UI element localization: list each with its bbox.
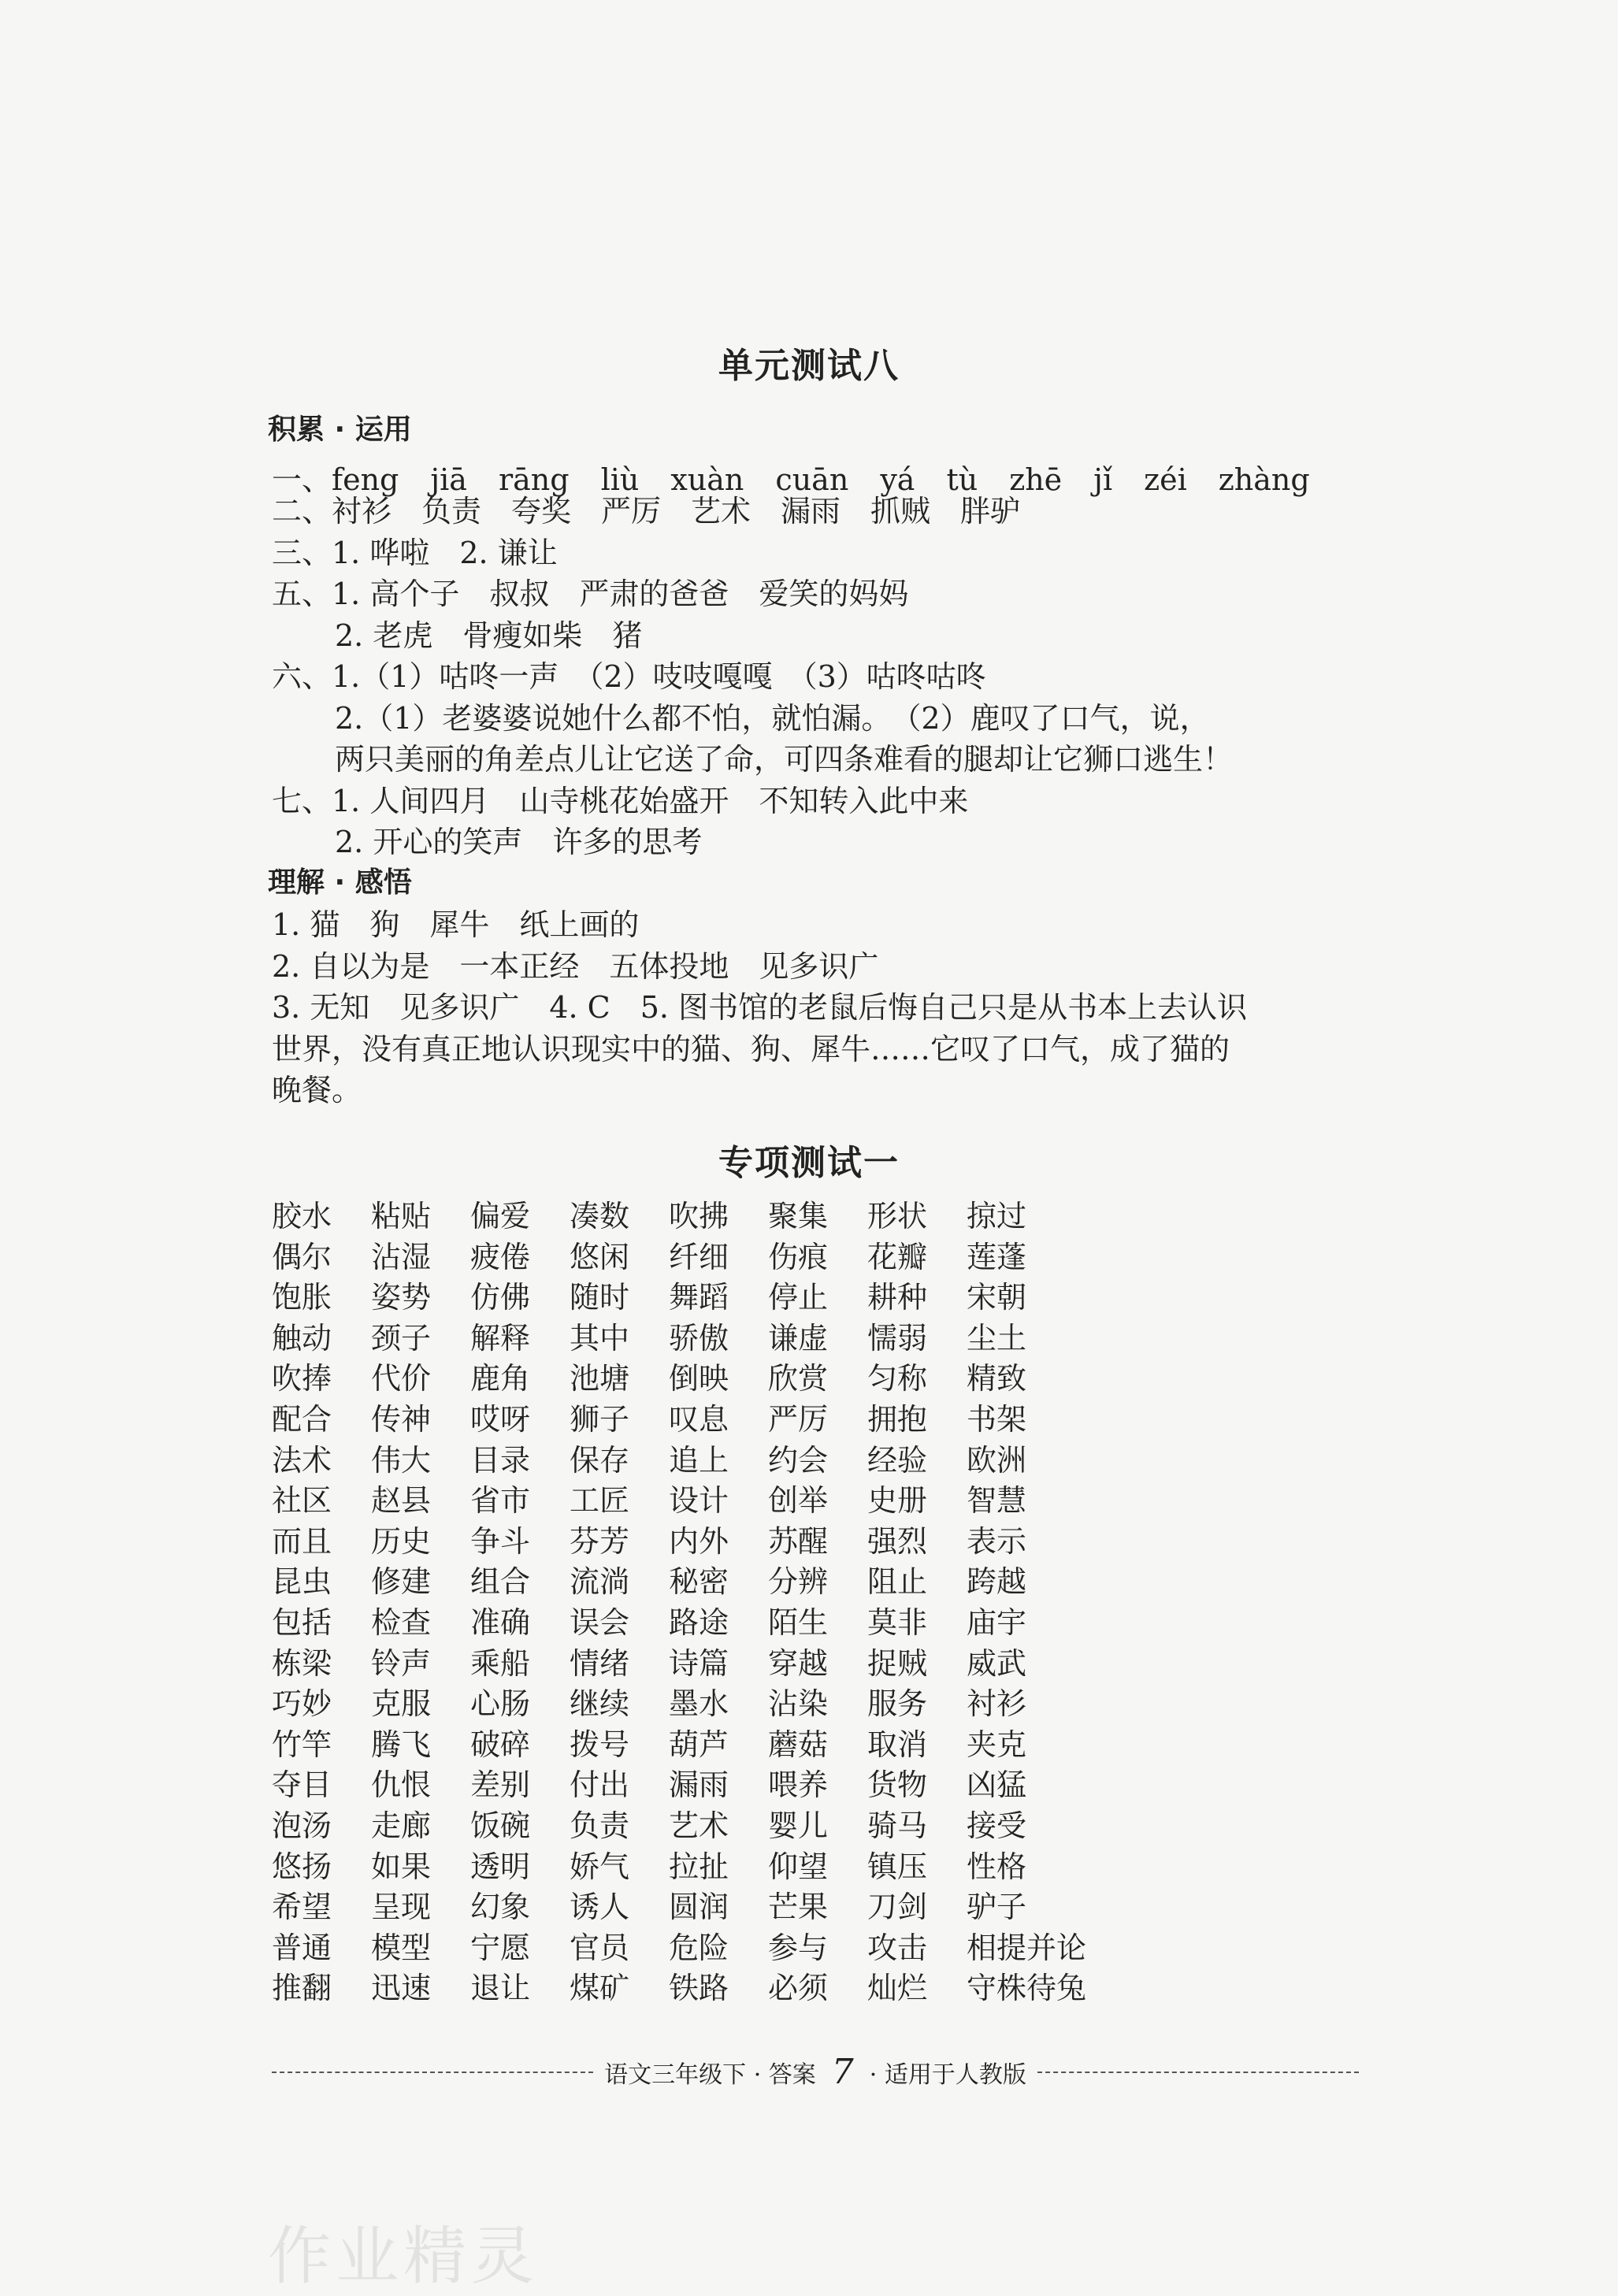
pinyin-item: cuān <box>775 462 849 497</box>
word-item: 欧洲 <box>967 1442 1027 1478</box>
watermark-logo: 作业精灵 <box>268 2220 539 2293</box>
pinyin-item: zhē <box>1009 462 1063 497</box>
word-item: 圆润 <box>669 1890 729 1925</box>
word-item: 吹拂 <box>669 1199 729 1233</box>
footer-label: 语文三年级下 · 答案 <box>604 2060 816 2089</box>
word-item: 铃声 <box>371 1645 432 1681</box>
word-item: 情绪 <box>570 1645 630 1681</box>
word-item: 路途 <box>669 1604 729 1640</box>
word-item: 颈子 <box>371 1320 432 1356</box>
pinyin-item: liù <box>600 462 640 497</box>
word-item: 掠过 <box>967 1199 1027 1233</box>
word-item: 刀剑 <box>867 1890 928 1925</box>
answer-r1: 1. 猫 狗 犀牛 纸上画的 <box>272 907 640 942</box>
word-item: 负责 <box>570 1808 630 1843</box>
word-item: 传神 <box>371 1401 432 1437</box>
word-item: 饱胀 <box>272 1280 332 1315</box>
word-item: 凑数 <box>570 1199 630 1233</box>
word-item: 服务 <box>867 1686 928 1722</box>
answer-r3c: 晚餐。 <box>272 1073 362 1107</box>
word-item: 危险 <box>669 1930 729 1965</box>
word-item: 墨水 <box>669 1686 729 1722</box>
word-item: 继续 <box>570 1686 630 1722</box>
word-item: 倒映 <box>669 1361 729 1397</box>
word-item: 乘船 <box>470 1645 531 1681</box>
word-item: 蘑菇 <box>768 1727 829 1762</box>
word-item: 凶猛 <box>967 1767 1027 1803</box>
page-number: 7 <box>831 2052 854 2092</box>
answer-q7-1: 七、1. 人间四月 山寺桃花始盛开 不知转入此中来 <box>272 784 969 818</box>
pinyin-answer-row <box>272 455 1310 499</box>
word-item: 腾飞 <box>371 1727 432 1762</box>
word-item: 夺目 <box>272 1767 332 1803</box>
word-item: 克服 <box>371 1686 432 1722</box>
word-item: 内外 <box>669 1523 729 1559</box>
word-item: 普通 <box>272 1930 332 1965</box>
word-item: 捉贼 <box>867 1645 928 1681</box>
pinyin-item: jǐ <box>1093 462 1113 497</box>
section-title-special-test-1: 专项测试一 <box>718 1143 900 1183</box>
word-item: 狮子 <box>570 1401 630 1437</box>
question-label: 一、 <box>272 462 332 497</box>
word-item: 破碎 <box>470 1727 531 1762</box>
heading-accumulate-apply: 积累 · 运用 <box>268 414 412 446</box>
word-item: 芒果 <box>768 1890 829 1925</box>
word-item: 配合 <box>272 1401 332 1437</box>
word-item: 花瓣 <box>867 1239 928 1274</box>
pinyin-item: tù <box>946 462 978 497</box>
word-item: 经验 <box>867 1442 928 1478</box>
word-item: 竹竿 <box>272 1727 332 1762</box>
word-item: 呈现 <box>371 1890 432 1925</box>
word-item: 欣赏 <box>768 1361 829 1397</box>
word-item: 诗篇 <box>669 1645 729 1681</box>
word-item: 严厉 <box>768 1401 829 1437</box>
word-item: 保存 <box>570 1442 630 1478</box>
word-item: 迅速 <box>371 1971 432 2006</box>
footer-edition: · 适用于人教版 <box>869 2060 1026 2089</box>
word-item: 拥抱 <box>867 1401 928 1437</box>
word-item: 葫芦 <box>669 1727 729 1762</box>
word-item: 偶尔 <box>272 1239 332 1274</box>
heading-understand-feel: 理解 · 感悟 <box>268 866 412 899</box>
word-item: 衬衫 <box>967 1686 1027 1722</box>
word-item: 饭碗 <box>470 1808 531 1843</box>
word-item: 心肠 <box>470 1686 531 1722</box>
word-item: 守株待兔 <box>967 1971 1087 2006</box>
pinyin-item: jiā <box>430 462 467 497</box>
word-item: 必须 <box>768 1971 829 2006</box>
word-item: 灿烂 <box>867 1971 928 2006</box>
answer-r3b: 世界，没有真正地认识现实中的猫、狗、犀牛……它叹了口气，成了猫的 <box>272 1032 1230 1066</box>
word-item: 懦弱 <box>867 1320 928 1356</box>
word-item: 莲蓬 <box>967 1239 1027 1274</box>
word-item: 攻击 <box>867 1930 928 1965</box>
word-item: 工匠 <box>570 1483 630 1519</box>
answer-r3a: 3. 无知 见多识广 4. C 5. 图书馆的老鼠后悔自己只是从书本上去认识 <box>272 990 1248 1025</box>
footer-divider-right <box>1037 2072 1359 2073</box>
word-item: 强烈 <box>867 1523 928 1559</box>
word-item: 创举 <box>768 1483 829 1519</box>
word-item: 形状 <box>867 1199 928 1233</box>
word-item: 疲倦 <box>470 1239 531 1274</box>
word-item: 走廊 <box>371 1808 432 1843</box>
answer-q6-1: 六、1.（1）咕咚一声 （2）吱吱嘎嘎 （3）咕咚咕咚 <box>272 659 986 694</box>
word-item: 巧妙 <box>272 1686 332 1722</box>
word-item: 包括 <box>272 1604 332 1640</box>
word-item: 代价 <box>371 1361 432 1397</box>
word-item: 骑马 <box>867 1808 928 1843</box>
word-item: 精致 <box>967 1361 1027 1397</box>
answer-q7-2: 2. 开心的笑声 许多的思考 <box>335 825 703 859</box>
word-item: 鹿角 <box>470 1361 531 1397</box>
word-item: 聚集 <box>768 1199 829 1233</box>
word-item: 法术 <box>272 1442 332 1478</box>
word-item: 漏雨 <box>669 1767 729 1803</box>
word-item: 分辨 <box>768 1564 829 1600</box>
pinyin-item: zhàng <box>1218 462 1310 497</box>
word-item: 纤细 <box>669 1239 729 1274</box>
word-item: 沾染 <box>768 1686 829 1722</box>
word-item: 而且 <box>272 1523 332 1559</box>
word-item: 性格 <box>967 1849 1027 1884</box>
word-item: 历史 <box>371 1523 432 1559</box>
word-item: 付出 <box>570 1767 630 1803</box>
word-item: 随时 <box>570 1280 630 1315</box>
word-item: 铁路 <box>669 1971 729 2006</box>
word-item: 模型 <box>371 1930 432 1965</box>
word-item: 史册 <box>867 1483 928 1519</box>
word-item: 准确 <box>470 1604 531 1640</box>
word-item: 庙宇 <box>967 1604 1027 1640</box>
word-item: 接受 <box>967 1808 1027 1843</box>
pinyin-item: zéi <box>1144 462 1187 497</box>
word-item: 谦虚 <box>768 1320 829 1356</box>
word-item: 诱人 <box>570 1890 630 1925</box>
word-item: 智慧 <box>967 1483 1027 1519</box>
word-item: 相提并论 <box>967 1930 1087 1965</box>
word-item: 威武 <box>967 1645 1027 1681</box>
word-item: 粘贴 <box>371 1199 432 1233</box>
word-item: 胶水 <box>272 1199 332 1233</box>
answer-q5-2: 2. 老虎 骨瘦如柴 猪 <box>335 618 643 653</box>
word-item: 偏爱 <box>470 1199 531 1233</box>
word-item: 省市 <box>470 1483 531 1519</box>
word-item: 流淌 <box>570 1564 630 1600</box>
answer-q3: 三、1. 哗啦 2. 谦让 <box>272 536 558 570</box>
word-item: 宋朝 <box>967 1280 1027 1315</box>
word-item: 苏醒 <box>768 1523 829 1559</box>
answer-q2: 二、衬衫 负责 夸奖 严厉 艺术 漏雨 抓贼 胖驴 <box>272 494 1021 529</box>
word-item: 喂养 <box>768 1767 829 1803</box>
footer-divider-left <box>272 2072 593 2073</box>
word-item: 仿佛 <box>470 1280 531 1315</box>
answer-q5-1: 五、1. 高个子 叔叔 严肃的爸爸 爱笑的妈妈 <box>272 577 909 611</box>
word-grid <box>272 1199 1087 2014</box>
word-item: 拨号 <box>570 1727 630 1762</box>
word-item: 叹息 <box>669 1401 729 1437</box>
word-item: 停止 <box>768 1280 829 1315</box>
word-item: 驴子 <box>967 1890 1027 1925</box>
word-item: 煤矿 <box>570 1971 630 2006</box>
word-item: 书架 <box>967 1401 1027 1437</box>
pinyin-item: feng <box>332 462 399 497</box>
word-item: 触动 <box>272 1320 332 1356</box>
word-item: 赵县 <box>371 1483 432 1519</box>
answer-q6-2a: 2.（1）老婆婆说她什么都不怕，就怕漏。 （2）鹿叹了口气，说， <box>335 701 1210 736</box>
word-item: 哎呀 <box>470 1401 531 1437</box>
word-item: 误会 <box>570 1604 630 1640</box>
word-item: 婴儿 <box>768 1808 829 1843</box>
word-item: 艺术 <box>669 1808 729 1843</box>
answer-r2: 2. 自以为是 一本正经 五体投地 见多识广 <box>272 949 879 984</box>
word-item: 吹捧 <box>272 1361 332 1397</box>
word-item: 官员 <box>570 1930 630 1965</box>
pinyin-item: xuàn <box>670 462 744 497</box>
word-item: 泡汤 <box>272 1808 332 1843</box>
word-item: 骄傲 <box>669 1320 729 1356</box>
word-item: 退让 <box>470 1971 531 2006</box>
word-item: 舞蹈 <box>669 1280 729 1315</box>
word-item: 悠闲 <box>570 1239 630 1274</box>
word-item: 穿越 <box>768 1645 829 1681</box>
word-item: 设计 <box>669 1483 729 1519</box>
word-item: 姿势 <box>371 1280 432 1315</box>
page-footer <box>272 2052 1359 2092</box>
word-item: 镇压 <box>867 1849 928 1884</box>
word-item: 尘土 <box>967 1320 1027 1356</box>
word-item: 其中 <box>570 1320 630 1356</box>
word-item: 取消 <box>867 1727 928 1762</box>
word-item: 耕种 <box>867 1280 928 1315</box>
word-item: 透明 <box>470 1849 531 1884</box>
word-item: 夹克 <box>967 1727 1027 1762</box>
word-item: 社区 <box>272 1483 332 1519</box>
word-item: 追上 <box>669 1442 729 1478</box>
word-item: 阻止 <box>867 1564 928 1600</box>
word-item: 仰望 <box>768 1849 829 1884</box>
word-item: 栋梁 <box>272 1645 332 1681</box>
word-item: 芬芳 <box>570 1523 630 1559</box>
pinyin-item: rāng <box>498 462 570 497</box>
pinyin-item: yá <box>880 462 915 497</box>
word-item: 目录 <box>470 1442 531 1478</box>
word-item: 伟大 <box>371 1442 432 1478</box>
word-item: 组合 <box>470 1564 531 1600</box>
word-item: 陌生 <box>768 1604 829 1640</box>
word-item: 约会 <box>768 1442 829 1478</box>
section-title-unit-test-8: 单元测试八 <box>718 346 900 386</box>
word-item: 伤痕 <box>768 1239 829 1274</box>
word-item: 娇气 <box>570 1849 630 1884</box>
word-item: 莫非 <box>867 1604 928 1640</box>
word-item: 悠扬 <box>272 1849 332 1884</box>
word-item: 幻象 <box>470 1890 531 1925</box>
word-item: 昆虫 <box>272 1564 332 1600</box>
word-item: 拉扯 <box>669 1849 729 1884</box>
word-item: 希望 <box>272 1890 332 1925</box>
word-item: 争斗 <box>470 1523 531 1559</box>
answer-q6-2b: 两只美丽的角差点儿让它送了命，可四条难看的腿却让它狮口逃生！ <box>335 742 1234 777</box>
word-item: 检查 <box>371 1604 432 1640</box>
word-item: 修建 <box>371 1564 432 1600</box>
word-item: 沾湿 <box>371 1239 432 1274</box>
word-item: 解释 <box>470 1320 531 1356</box>
word-item: 如果 <box>371 1849 432 1884</box>
word-item: 表示 <box>967 1523 1027 1559</box>
word-item: 推翻 <box>272 1971 332 2006</box>
word-item: 匀称 <box>867 1361 928 1397</box>
word-item: 宁愿 <box>470 1930 531 1965</box>
word-item: 差别 <box>470 1767 531 1803</box>
word-item: 货物 <box>867 1767 928 1803</box>
word-item: 参与 <box>768 1930 829 1965</box>
word-item: 跨越 <box>967 1564 1027 1600</box>
word-item: 仇恨 <box>371 1767 432 1803</box>
word-item: 池塘 <box>570 1361 630 1397</box>
word-item: 秘密 <box>669 1564 729 1600</box>
